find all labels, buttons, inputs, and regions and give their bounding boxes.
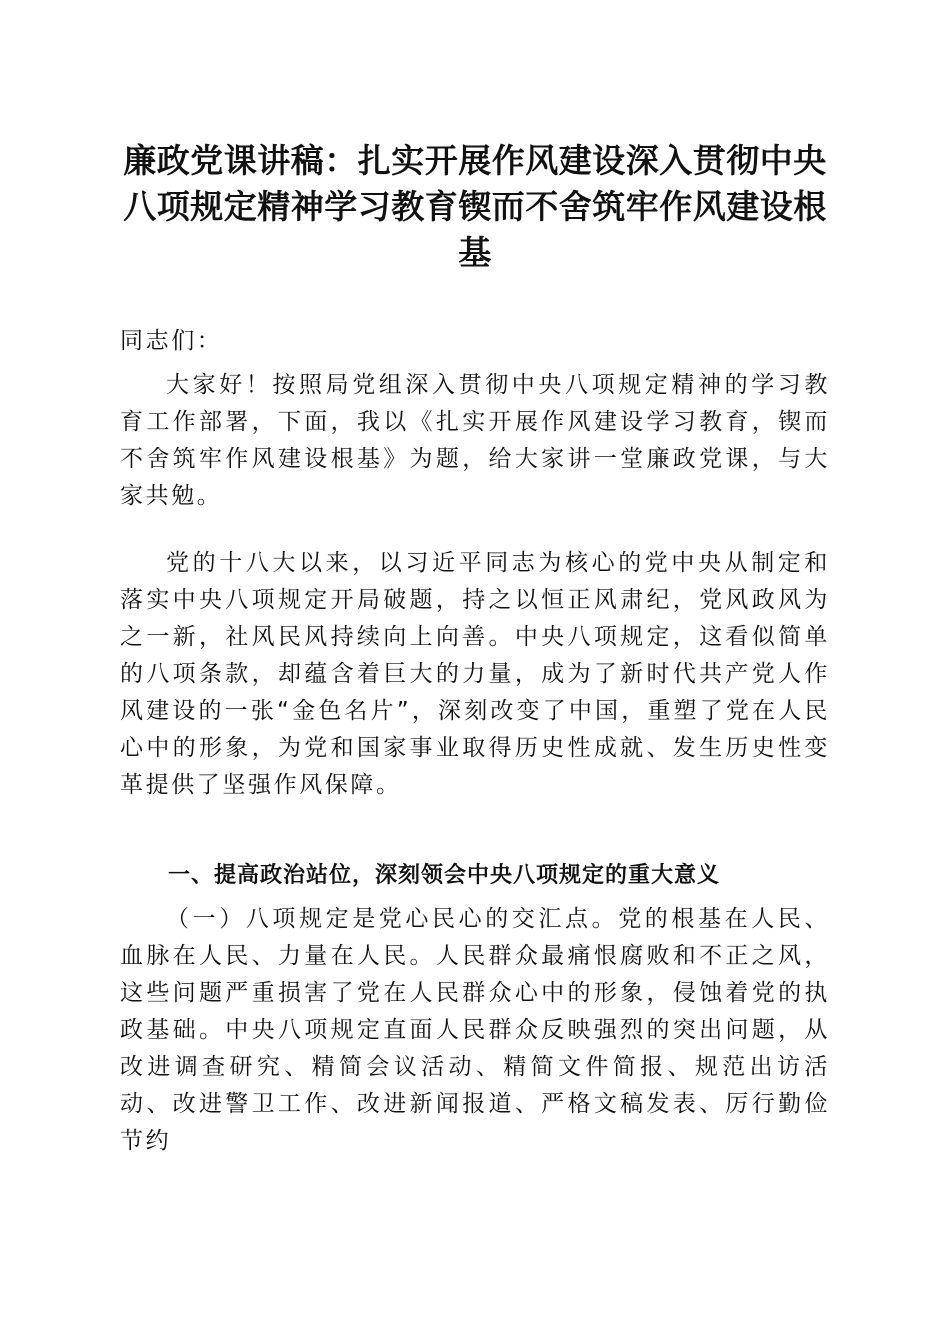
background-paragraph: 党的十八大以来，以习近平同志为核心的党中央从制定和落实中央八项规定开局破题，持之以恒正风肃纪，党风政风为之一新，社风民风持续向上向善。中央八项规定，这看似简单的八项条款，却蕴含着巨大的力量，成为了新时代共产党人作风建设的一张“金色名片”，深刻改变了中国，重塑了党在人民心中的形象，为党和国家事业取得历史性成就、发生历史性变革提供了坚强作风保障。 bbox=[120, 550, 830, 798]
opening-paragraph: 大家好！按照局党组深入贯彻中央八项规定精神的学习教育工作部署，下面，我以《扎实开展作风建设学习教育，锲而不舍筑牢作风建设根基》为题，给大家讲一堂廉政党课，与大家共勉。 bbox=[120, 372, 830, 509]
subsection-paragraph: （一）八项规定是党心民心的交汇点。党的根基在人民、血脉在人民、力量在人民。人民群众最痛恨腐败和不正之风，这些问题严重损害了党在人民群众心中的形象，侵蚀着党的执政基础。中央八项规定直面人民群众反映强烈的突出问题，从改进调查研究、精简会议活动、精简文件简报、规范出访活动、改进警卫工作、改进新闻报道、严格文稿发表、厉行勤俭节约 bbox=[120, 906, 830, 1154]
greeting: 同志们： bbox=[120, 328, 223, 354]
section-heading: 一、提高政治站位，深刻领会中央八项规定的重大意义 bbox=[168, 863, 721, 888]
document-title: 廉政党课讲稿：扎实开展作风建设深入贯彻中央八项规定精神学习教育锲而不舍筑牢作风建设根基 bbox=[123, 141, 827, 272]
